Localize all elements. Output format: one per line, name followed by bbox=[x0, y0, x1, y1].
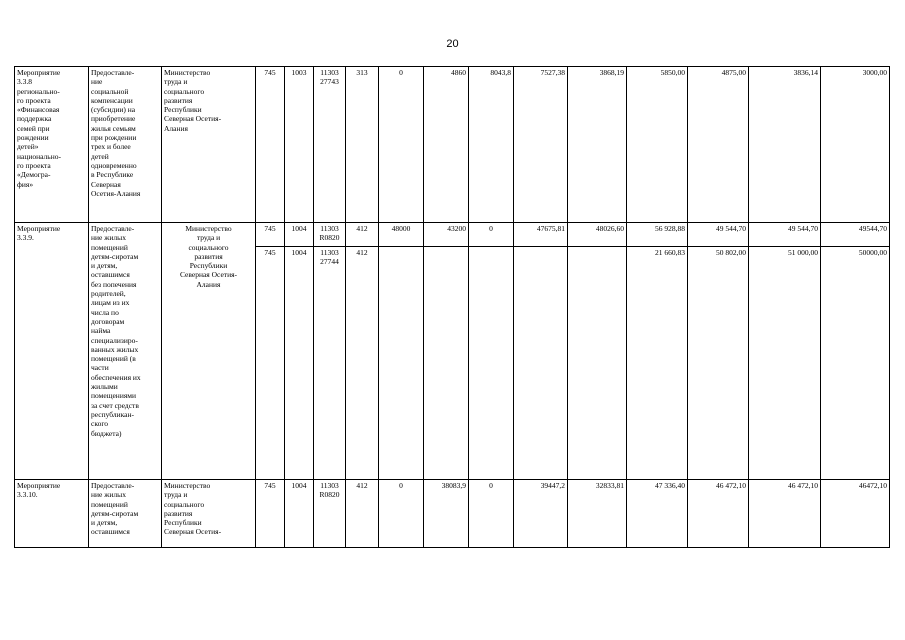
activity-name-cell: Мероприятие 3.3.9. bbox=[15, 223, 89, 480]
value-cell: 49 544,70 bbox=[688, 223, 749, 247]
value-cell: 47675,81 bbox=[514, 223, 568, 247]
value-cell: 0 bbox=[379, 67, 424, 223]
csr-cell: 11303 R0820 bbox=[314, 223, 346, 247]
executor-cell: Министерство труда и социального развития Республики Северная Осетия- Алания bbox=[162, 67, 256, 223]
table-row bbox=[15, 67, 890, 223]
value-cell: 47 336,40 bbox=[627, 480, 688, 548]
vr-cell: 412 bbox=[346, 480, 379, 548]
value-cell: 0 bbox=[379, 480, 424, 548]
value-cell: 0 bbox=[469, 480, 514, 548]
vr-cell: 313 bbox=[346, 67, 379, 223]
value-cell: 38083,9 bbox=[424, 480, 469, 548]
table-row bbox=[15, 480, 890, 548]
value-cell: 3836,14 bbox=[749, 67, 821, 223]
csr-cell: 11303 R0820 bbox=[314, 480, 346, 548]
activity-name-cell: Мероприятие 3.3.8 регионально- го проекта «Финансовая поддержка семей при рождении детей» национально- го проекта «Демогра- фия» bbox=[15, 67, 89, 223]
value-cell: 32833,81 bbox=[568, 480, 627, 548]
value-cell: 49 544,70 bbox=[749, 223, 821, 247]
activity-description-cell: Предоставле- ние жилых помещений детям-сиротам и детям, оставшимся без попечения родителей, лицам из их числа по договорам найма специализиро- ванных жилых помещений (в части обеспечения их жилыми помещениями за счет средств республикан- ского бюджета) bbox=[89, 223, 162, 480]
activity-description-cell: Предоставле- ние социальной компенсации (субсидии) на приобретение жилья семьям при рождении трех и более детей одновременно в Республике Северная Осетия-Алания bbox=[89, 67, 162, 223]
value-cell bbox=[568, 247, 627, 480]
value-cell bbox=[424, 247, 469, 480]
grbs-cell: 745 bbox=[256, 247, 285, 480]
value-cell: 5850,00 bbox=[627, 67, 688, 223]
value-cell: 50 802,00 bbox=[688, 247, 749, 480]
executor-cell: Министерство труда и социального развития Республики Северная Осетия- bbox=[162, 480, 256, 548]
value-cell: 39447,2 bbox=[514, 480, 568, 548]
value-cell: 48026,60 bbox=[568, 223, 627, 247]
grbs-cell: 745 bbox=[256, 223, 285, 247]
value-cell: 0 bbox=[469, 223, 514, 247]
value-cell: 43200 bbox=[424, 223, 469, 247]
value-cell: 8043,8 bbox=[469, 67, 514, 223]
value-cell: 56 928,88 bbox=[627, 223, 688, 247]
executor-cell: Министерство труда и социального развития Республики Северная Осетия- Алания bbox=[162, 223, 256, 480]
rzpr-cell: 1004 bbox=[285, 480, 314, 548]
value-cell: 51 000,00 bbox=[749, 247, 821, 480]
grbs-cell: 745 bbox=[256, 480, 285, 548]
value-cell: 21 660,83 bbox=[627, 247, 688, 480]
value-cell bbox=[469, 247, 514, 480]
value-cell bbox=[514, 247, 568, 480]
value-cell: 7527,38 bbox=[514, 67, 568, 223]
value-cell: 46472,10 bbox=[821, 480, 890, 548]
value-cell: 4860 bbox=[424, 67, 469, 223]
value-cell bbox=[379, 247, 424, 480]
csr-cell: 11303 27744 bbox=[314, 247, 346, 480]
vr-cell: 412 bbox=[346, 247, 379, 480]
csr-cell: 11303 27743 bbox=[314, 67, 346, 223]
rzpr-cell: 1003 bbox=[285, 67, 314, 223]
rzpr-cell: 1004 bbox=[285, 223, 314, 247]
rzpr-cell: 1004 bbox=[285, 247, 314, 480]
value-cell: 49544,70 bbox=[821, 223, 890, 247]
value-cell: 3000,00 bbox=[821, 67, 890, 223]
value-cell: 46 472,10 bbox=[688, 480, 749, 548]
value-cell: 4875,00 bbox=[688, 67, 749, 223]
value-cell: 3868,19 bbox=[568, 67, 627, 223]
activity-description-cell: Предоставле- ние жилых помещений детям-сиротам и детям, оставшимся bbox=[89, 480, 162, 548]
grbs-cell: 745 bbox=[256, 67, 285, 223]
page-number: 20 bbox=[446, 38, 459, 50]
value-cell: 48000 bbox=[379, 223, 424, 247]
value-cell: 46 472,10 bbox=[749, 480, 821, 548]
vr-cell: 412 bbox=[346, 223, 379, 247]
value-cell: 50000,00 bbox=[821, 247, 890, 480]
table-row bbox=[15, 223, 890, 247]
budget-table bbox=[14, 66, 890, 548]
activity-name-cell: Мероприятие 3.3.10. bbox=[15, 480, 89, 548]
